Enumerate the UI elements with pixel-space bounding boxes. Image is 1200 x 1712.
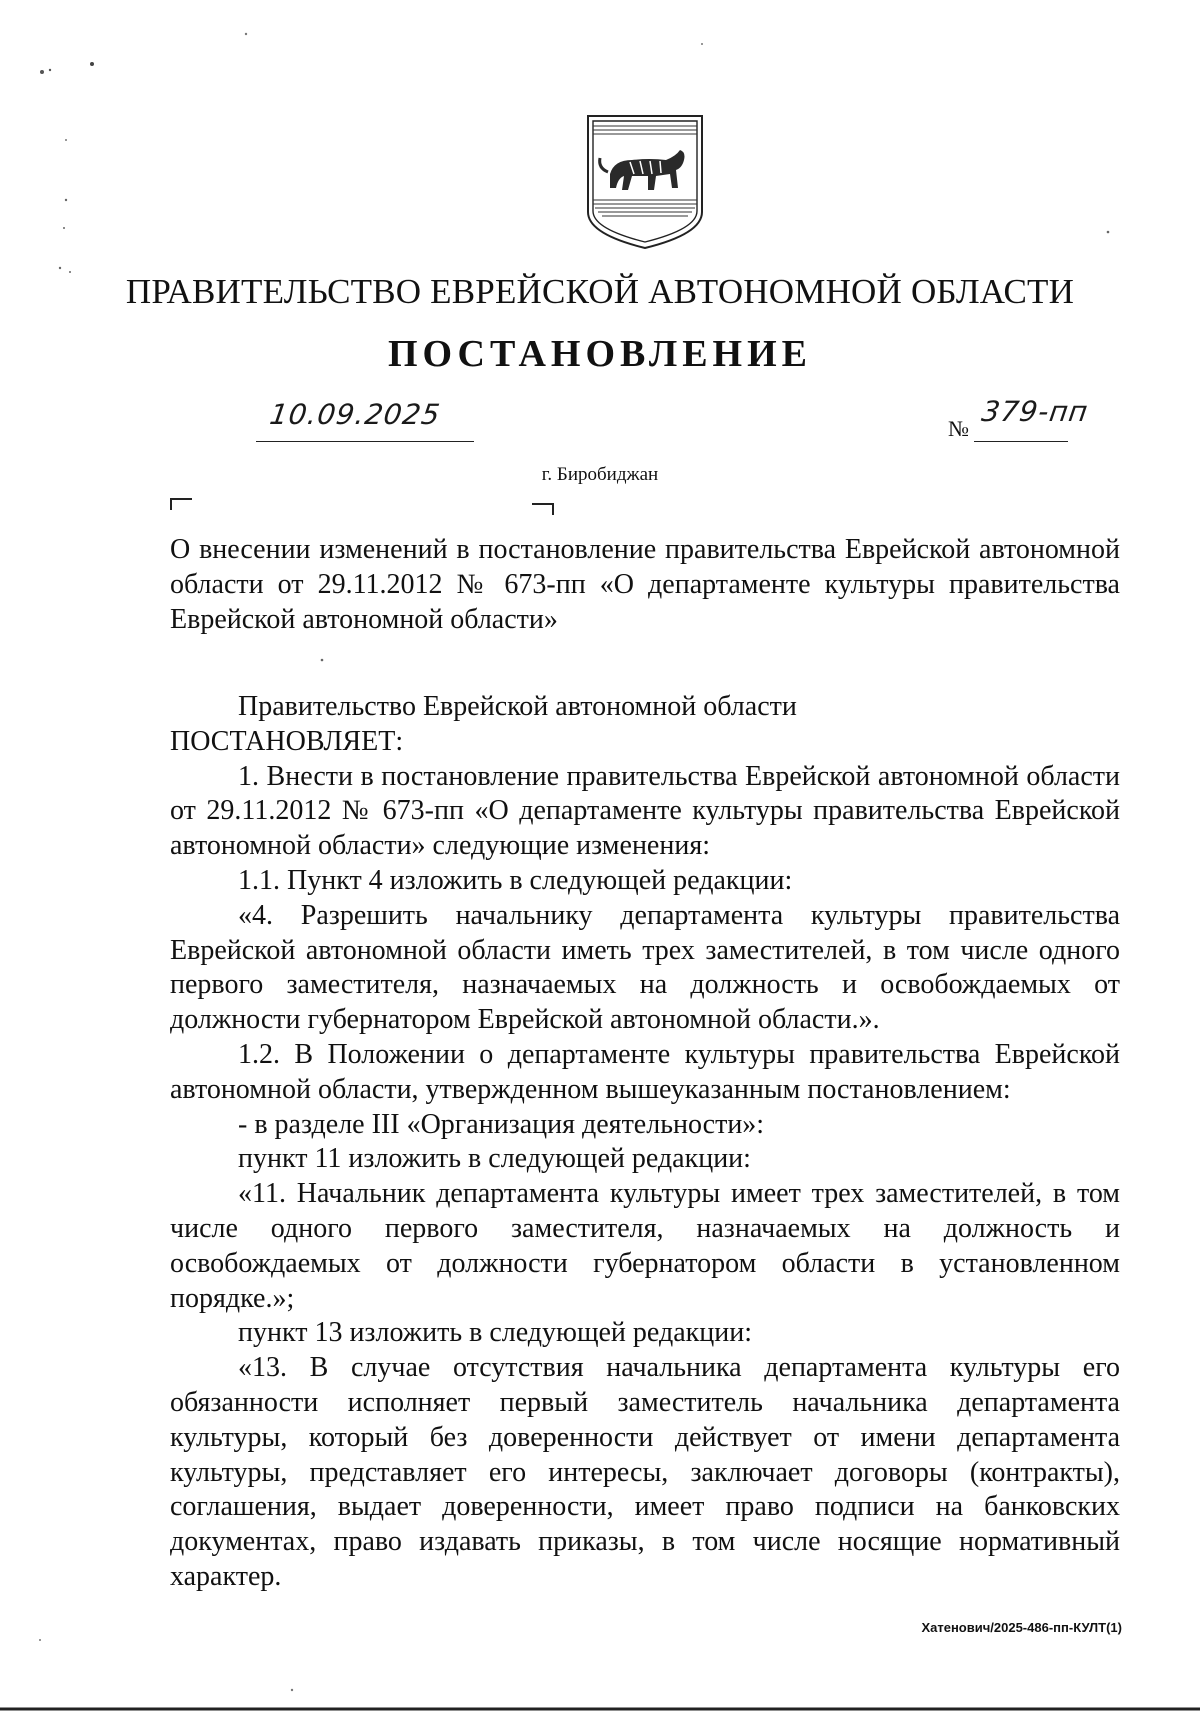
city-label: г. Биробиджан	[541, 464, 659, 485]
body-paragraph: - в разделе III «Организация деятельности»:	[238, 1108, 765, 1140]
body-paragraph: 1.2. В Положении о департаменте культуры правительства Еврейской автономной области, утвержденном вышеуказанным постановлением:	[170, 1038, 1120, 1105]
subject-bracket-left	[170, 498, 192, 510]
document-subject: О внесении изменений в постановление правительства Еврейской автономной области от 29.11.2012 № 673-пп «О департаменте культуры правительства Еврейской автономной области»	[170, 534, 1120, 635]
number-sign: №	[948, 416, 969, 441]
body-paragraph: пункт 13 изложить в следующей редакции:	[238, 1317, 752, 1349]
body-paragraph: «4. Разрешить начальнику департамента культуры правительства Еврейской автономной области иметь трех заместителей, в том числе одного первого заместителя, назначаемых на должность и освобождаемых от должности губернатором Еврейской автономной области.».	[170, 899, 1120, 1036]
document-footer-code: Хатенович/2025-486-пп-КУЛТ(1)	[921, 1620, 1122, 1635]
resolves-label: ПОСТАНОВЛЯЕТ:	[170, 725, 404, 757]
coat-of-arms-tiger-icon	[580, 112, 710, 252]
body-paragraph: пункт 11 изложить в следующей редакции:	[238, 1143, 751, 1175]
body-paragraph: 1.1. Пункт 4 изложить в следующей редакции:	[238, 864, 793, 896]
government-title: ПРАВИТЕЛЬСТВО ЕВРЕЙСКОЙ АВТОНОМНОЙ ОБЛАСТИ	[125, 272, 1075, 311]
preamble: Правительство Еврейской автономной области	[238, 691, 797, 722]
body-paragraph: «11. Начальник департамента культуры имеет трех заместителей, в том числе одного первого заместителя, назначаемых на должность и освобождаемых от должности губернатором области в установленном порядке.»;	[170, 1178, 1120, 1314]
document-body	[170, 690, 1120, 1595]
handwritten-date: 10.09.2025	[267, 398, 443, 431]
date-field	[256, 398, 474, 442]
number-field	[948, 395, 1091, 442]
handwritten-number: 379-пп	[979, 395, 1091, 428]
date-underline	[256, 441, 474, 442]
subject-bracket-right	[532, 503, 554, 515]
document-type-heading: ПОСТАНОВЛЕНИЕ	[387, 333, 813, 375]
body-paragraph: «13. В случае отсутствия начальника департамента культуры его обязанности исполняет первый заместитель начальника департамента культуры, который без доверенности действует от имени департамента культуры, представляет его интересы, заключает договоры (контракты), соглашения, выдает доверенности, имеет право подписи на банковских документах, право издавать приказы, в том числе носящие нормативный характер.	[170, 1352, 1120, 1592]
number-underline	[974, 395, 1091, 442]
body-paragraph: 1. Внести в постановление правительства Еврейской автономной области от 29.11.2012 № 673-пп «О департаменте культуры правительства Еврейской автономной области» следующие изменения:	[170, 760, 1120, 862]
